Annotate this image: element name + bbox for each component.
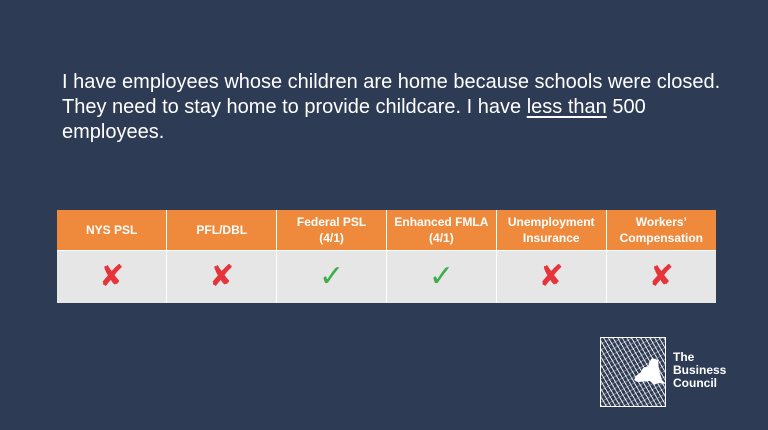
leave-eligibility-table xyxy=(57,210,716,303)
logo-line-3: Council xyxy=(673,376,717,390)
x-mark-icon: ✘ xyxy=(209,259,235,294)
new-york-state-icon xyxy=(634,358,666,388)
cell-unemployment-insurance xyxy=(496,251,606,304)
x-mark-icon: ✘ xyxy=(99,259,125,294)
status-row xyxy=(57,251,716,304)
logo-mark xyxy=(600,337,666,407)
check-mark-icon: ✓ xyxy=(319,259,345,294)
x-mark-icon: ✘ xyxy=(538,259,564,294)
header-workers-compensation: Workers’ Compensation xyxy=(606,210,716,251)
slide-body-text xyxy=(62,70,722,145)
cell-pfl-dbl xyxy=(167,251,277,304)
logo-line-1: The xyxy=(673,350,695,364)
header-row xyxy=(57,210,716,251)
logo-text xyxy=(673,351,726,390)
business-council-logo xyxy=(600,337,740,407)
header-nys-psl: NYS PSL xyxy=(57,210,167,251)
logo-line-2: Business xyxy=(673,363,727,377)
check-mark-icon: ✓ xyxy=(428,259,454,294)
header-federal-psl: Federal PSL (4/1) xyxy=(277,210,387,251)
cell-nys-psl xyxy=(57,251,167,304)
cell-workers-compensation xyxy=(606,251,716,304)
cell-federal-psl xyxy=(277,251,387,304)
x-mark-icon: ✘ xyxy=(648,259,674,294)
slide-text-underlined: less than xyxy=(526,96,607,118)
header-unemployment-insurance: Unemployment Insurance xyxy=(496,210,606,251)
slide-text-part-2: 500 employees. xyxy=(62,96,646,143)
cell-enhanced-fmla xyxy=(386,251,496,304)
slide-text-part-1: I have employees whose children are home because schools were closed. They need to stay home to provide childcare. I have xyxy=(62,71,721,118)
header-enhanced-fmla: Enhanced FMLA (4/1) xyxy=(386,210,496,251)
header-pfl-dbl: PFL/DBL xyxy=(167,210,277,251)
